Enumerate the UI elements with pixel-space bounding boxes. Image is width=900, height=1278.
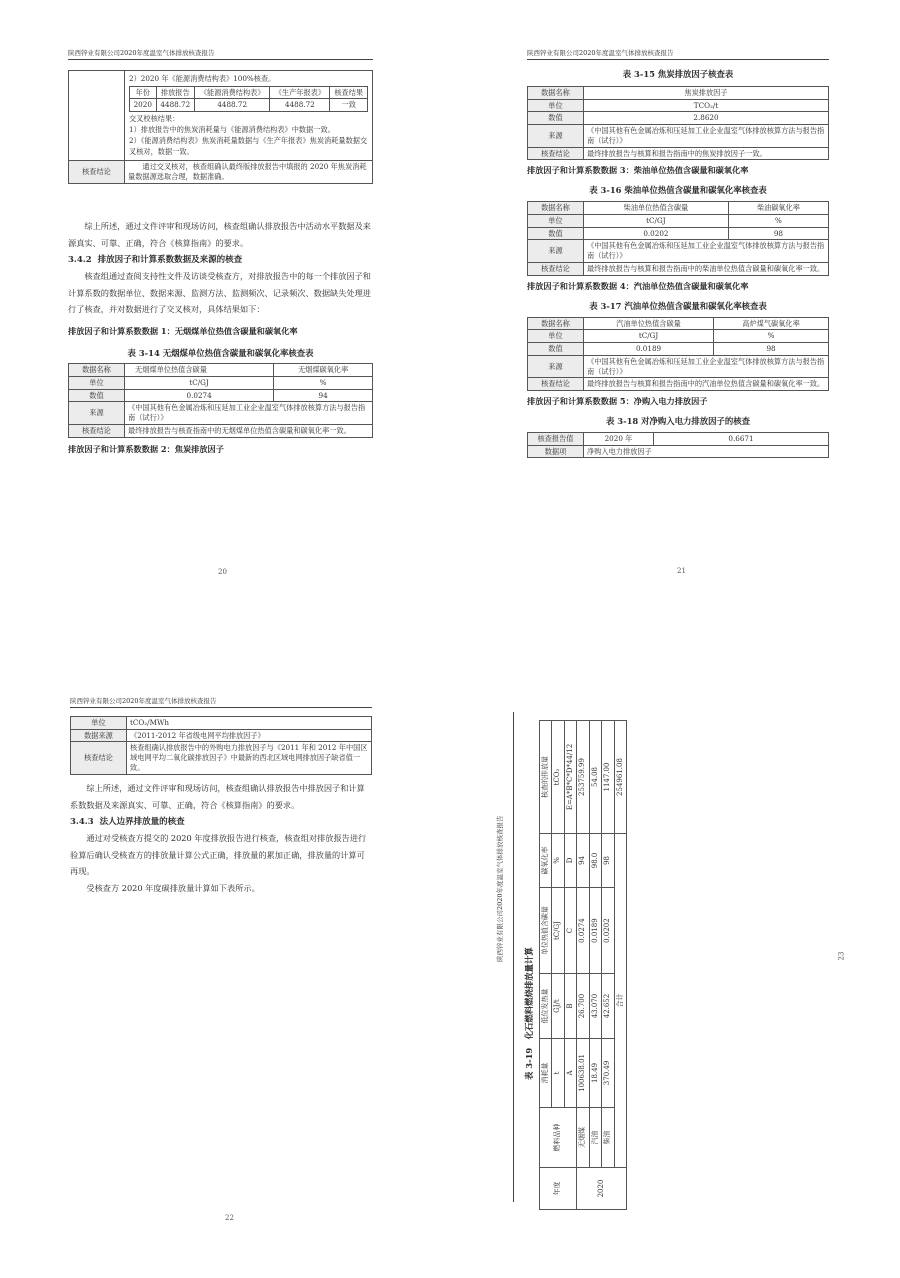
electricity-factor-table: 单位 tCO₂/MWh 数据来源 《2011-2012 年省级电网平均排放因子》 核查结论 核查组确认排放报告中的外购电力排放因子与《2011 年和 2012 年中国区域电网平均二氧化碳排放因子》中最新的西北区域电网排放因子缺省值一致。 bbox=[70, 716, 372, 775]
data5-title: 排放因子和计算系数数据 5：净购入电力排放因子 bbox=[527, 395, 708, 406]
page-23 bbox=[496, 712, 850, 1212]
page-header: 陕西锌业有限公司2020年度温室气体排放核查报告 bbox=[68, 48, 373, 60]
page-20 bbox=[68, 48, 373, 588]
check-title: 2）2020 年《能源消费结构表》100%核查。 bbox=[129, 74, 276, 83]
table-row: 柴油 370.49 42.652 0.0202 98 1147.00 bbox=[602, 721, 614, 1210]
conclusion-text: 通过交叉核对，核查组确认最终版排放报告中填报的 2020 年焦炭消耗量数据源选取合理，数据准确。 bbox=[125, 161, 373, 183]
table-3-18-caption: 表 3-18 对净购入电力排放因子的核查 bbox=[605, 415, 751, 426]
table-total-row: 合计 254961.08 bbox=[614, 721, 626, 1210]
data3-title: 排放因子和计算系数数据 3：柴油单位热值含碳量和碳氧化率 bbox=[527, 165, 749, 176]
table-3-17: 数据名称 汽油单位热值含碳量 高炉煤气碳氧化率 单位 tC/GJ % 数值 0.0189 98 来源 《中国其他有色金属冶炼和压延加工业企业温室气体排放核算方法与报告指南（试行）》 核查结论 最终排放报告与核算和报告指南中的汽油单位热值含碳量和碳氧化率一致。 bbox=[527, 317, 829, 391]
intro-paragraph: 受核查方 2020 年度碳排放量计算如下表所示。 bbox=[86, 883, 260, 894]
cross-check-title: 交叉校核结果： bbox=[129, 114, 180, 124]
table-3-14: 数据名称 无烟煤单位热值含碳量 无烟煤碳氧化率 单位 tC/GJ % 数值 0.0274 94 来源 《中国其他有色金属冶炼和压延加工业企业温室气体排放核算方法与报告指南（试行）》 核查结论 最终排放报告与核查指南中的无烟煤单位热值含碳量和碳氧化率一致。 bbox=[68, 363, 373, 437]
table-3-16: 数据名称 柴油单位热值含碳量 柴油碳氧化率 单位 tC/GJ % 数值 0.0202 98 来源 《中国其他有色金属冶炼和压延加工业企业温室气体排放核算方法与报告指南（试行）》 核查结论 最终排放报告与核算和报告指南中的柴油单位热值含碳量和碳氧化率一致。 bbox=[527, 201, 829, 275]
table-3-19-caption: 表 3-19 化石燃料燃烧排放量计算 bbox=[524, 947, 534, 1080]
table-3-17-caption: 表 3-17 汽油单位热值含碳量和碳氧化率核查表 bbox=[589, 300, 767, 311]
page-number: 22 bbox=[225, 1214, 234, 1222]
summary-paragraph: 综上所述，通过文件评审和现场访问，核查组确认排放报告中活动水平数据及来源真实、可靠、正确，符合《核算指南》的要求。 bbox=[68, 221, 371, 248]
page-number: 23 bbox=[837, 951, 846, 961]
page-22 bbox=[70, 696, 372, 1236]
coke-check-table bbox=[68, 70, 373, 184]
table-3-14-caption: 表 3-14 无烟煤单位热值含碳量和碳氧化率核查表 bbox=[127, 348, 314, 359]
data2-title: 排放因子和计算系数数据 2：焦炭排放因子 bbox=[68, 443, 224, 454]
energy-structure-table: 年份 排放报告 《能源消费结构表》 《生产年报表》 核查结果 2020 4488.72 4488.72 4488.72 一致 bbox=[129, 86, 368, 112]
table-row: 2020 无烟煤 100638.01 26.700 0.0274 94 253759.99 bbox=[577, 721, 589, 1210]
table-3-19: 年度 燃料品种 消耗量 低位发热量 单位热值含碳量 碳氧化率 核查的排放量 t GJ/t tC/GJ % tCO₂ A B C D E=A*B*C*D*44/12 2020 无烟煤 100638.01 26.700 0.0274 94 253759.99 汽油 18.49 43.070 0.0189 98.0 54.08 柴油 370.49 42.652 0.0202 98 1147.00 合计 254961.08 bbox=[539, 720, 627, 1210]
page-header-rotated: 陕西锌业有限公司2020年度温室气体排放核查报告 bbox=[496, 815, 504, 962]
summary-paragraph: 综上所述，通过文件评审和现场访问，核查组确认排放报告中排放因子和计算系数数据及来源真实、可靠、正确，符合《核算指南》的要求。 bbox=[70, 783, 365, 810]
header-line bbox=[513, 712, 514, 1202]
page-21 bbox=[527, 48, 829, 588]
cross-check-1: 1）排放报告中的焦炭消耗量与《能源消费结构表》中数据一致。 bbox=[129, 124, 335, 134]
section-heading-3-4-2: 3.4.2 排放因子和计算系数数据及来源的核查 bbox=[68, 254, 243, 265]
table-3-15: 数据名称 焦炭排放因子 单位 TCO₂/t 数值 2.8620 来源 《中国其他有色金属冶炼和压延加工业企业温室气体排放核算方法与报告指南（试行）》 核查结论 最终排放报告与核算和报告指南中的焦炭排放因子一致。 bbox=[527, 86, 829, 160]
page-number: 20 bbox=[218, 568, 227, 576]
method-paragraph: 核查组通过查阅支持性文件及访谈受核查方，对排放报告中的每一个排放因子和计算系数的数据单位、数据来源、监测方法、监测频次、记录频次、数据缺失处理进行了核查，并对数据进行了交叉核对，具体结果如下： bbox=[68, 270, 371, 315]
page-header: 陕西锌业有限公司2020年度温室气体排放核查报告 bbox=[527, 48, 829, 60]
conclusion-label: 核查结论 bbox=[69, 161, 125, 183]
data1-title: 排放因子和计算系数数据 1：无烟煤单位热值含碳量和碳氧化率 bbox=[68, 326, 298, 337]
page-number: 21 bbox=[677, 567, 686, 575]
cross-check-2: 2）《能源消费结构表》焦炭消耗量数据与《生产年报表》焦炭消耗量数据交叉核对，数据一致。 bbox=[129, 135, 368, 156]
table-row: 汽油 18.49 43.070 0.0189 98.0 54.08 bbox=[589, 721, 601, 1210]
table-3-18: 核查报告值 2020 年 0.6671 数据项 净购入电力排放因子 bbox=[527, 432, 829, 458]
section-heading-3-4-3: 3.4.3 法人边界排放量的核查 bbox=[70, 816, 185, 827]
table-3-16-caption: 表 3-16 柴油单位热值含碳量和碳氧化率核查表 bbox=[589, 185, 767, 196]
page-header: 陕西锌业有限公司2020年度温室气体排放核查报告 bbox=[70, 696, 372, 708]
table-3-15-caption: 表 3-15 焦炭排放因子核查表 bbox=[622, 69, 734, 79]
verification-paragraph: 通过对受核查方提交的 2020 年度排放报告进行核查，核查组对排放报告进行验算后确认受核查方的排放量计算公式正确，排放量的累加正确，排放量的计算可再现。 bbox=[70, 832, 367, 877]
table-3-19-wrap bbox=[523, 720, 641, 1210]
data4-title: 排放因子和计算系数数据 4：汽油单位热值含碳量和碳氧化率 bbox=[527, 280, 749, 291]
